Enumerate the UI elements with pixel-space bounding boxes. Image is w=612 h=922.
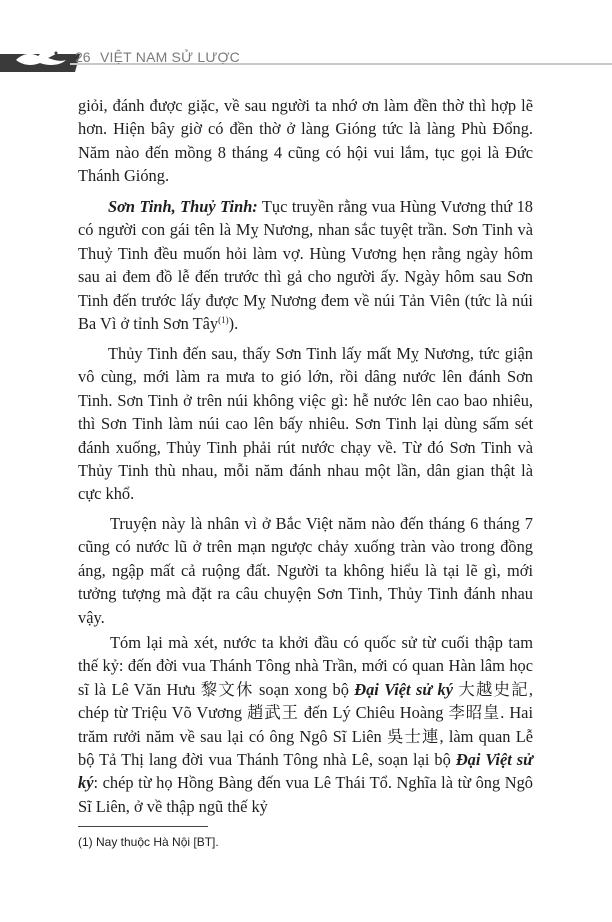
paragraph-2 [78, 195, 533, 335]
footnote-divider [78, 826, 208, 827]
paragraph-2-text [78, 195, 533, 335]
paragraph-5 [78, 631, 533, 818]
section-heading-son-tinh-thuy-tinh: Sơn Tinh, Thuỷ Tinh: [108, 197, 258, 216]
header-band [0, 46, 612, 72]
dragon-logo-icon [12, 44, 70, 70]
paragraph-3 [78, 342, 533, 506]
paragraph-1-text: giỏi, đánh được giặc, về sau người ta nhớ ơn làm đền thờ thì hợp lẽ hơn. Hiện bây giờ có đền thờ ở làng Gióng tức là làng Phù Đổng. Năm nào đến mồng 8 tháng 4 cũng có hội vui lắm, tục gọi là Đức Thánh Gióng. [78, 96, 533, 186]
paragraph-4-text: Truyện này là nhân vì ở Bắc Việt năm nào đến tháng 6 tháng 7 cũng có nước lũ ở trên mạn ngược chảy xuống tràn vào trong đồng áng, ngập mất cả ruộng đất. Người ta không hiểu là tại lẽ gì, mới tưởng tượng mà đặt ra câu chuyện Sơn Tinh, Thủy Tinh đánh nhau vậy. [78, 514, 533, 627]
paragraph-5-text [78, 631, 533, 818]
book-title-dai-viet-su-ky-2: Đại Việt sử ký [78, 750, 533, 793]
paragraph-5-part-c: : chép từ họ Hồng Bàng đến vua Lê Thái Tổ. Nghĩa là từ ông Ngô Sĩ Liên, ở về thập ngũ thế kỷ [78, 773, 533, 816]
footnote: (1) Nay thuộc Hà Nội [BT]. [78, 835, 219, 849]
paragraph-4 [78, 512, 533, 629]
paragraph-5-part-a: Tóm lại mà xét, nước ta khởi đầu có quốc sử từ cuối thập tam thế kỷ: đến đời vua Thánh Tông nhà Trần, mới có quan Hàn lâm học sĩ là Lê Văn Hưu 黎文休 soạn xong bộ [78, 633, 533, 699]
paragraph-3-text: Thủy Tinh đến sau, thấy Sơn Tinh lấy mất Mỵ Nương, tức giận vô cùng, mới làm ra mưa to gió lớn, rồi dâng nước lên đánh Sơn Tinh. Sơn Tinh ở trên núi không việc gì: hễ nước lên cao bao nhiêu, thì Sơn Tinh làm núi cao lên bấy nhiêu. Sơn Tinh lại dùng sấm sét đánh xuống, Thủy Tinh phải rút nước chạy về. Từ đó Sơn Tinh và Thủy Tinh thù nhau, mỗi năm đánh nhau một lần, dân gian thật là cực khổ. [78, 344, 533, 504]
paragraph-2-body: Tục truyền rằng vua Hùng Vương thứ 18 có người con gái tên là Mỵ Nương, nhan sắc tuyệt trần. Sơn Tinh và Thuỷ Tinh đều muốn hỏi làm vợ. Hùng Vương hẹn rằng ngày hôm sau ai đem đồ lễ đến trước thì gả cho người ấy. Ngày hôm sau Sơn Tinh đến trước lấy được Mỵ Nương đem về núi Tản Viên (tức là núi Ba Vì ở tỉnh Sơn Tây [78, 197, 533, 334]
footnote-reference[interactable]: (1) [218, 315, 229, 326]
running-header-title: VIỆT NAM SỬ LƯỢC [100, 49, 240, 65]
paragraph-5-part-b: 大越史記, chép từ Triệu Võ Vương 趙武王 đến Lý Chiêu Hoàng 李昭皇. Hai trăm rưởi năm về sau lại có ông Ngô Sĩ Liên 吳士連, làm quan Lễ bộ Tả Thị lang đời vua Thánh Tông nhà Lê, soạn lại bộ [78, 679, 533, 770]
page-number: 26 [75, 49, 91, 65]
paragraph-1 [78, 94, 533, 188]
paragraph-2-end: ). [228, 314, 239, 334]
book-title-dai-viet-su-ky: Đại Việt sử ký [354, 679, 453, 699]
